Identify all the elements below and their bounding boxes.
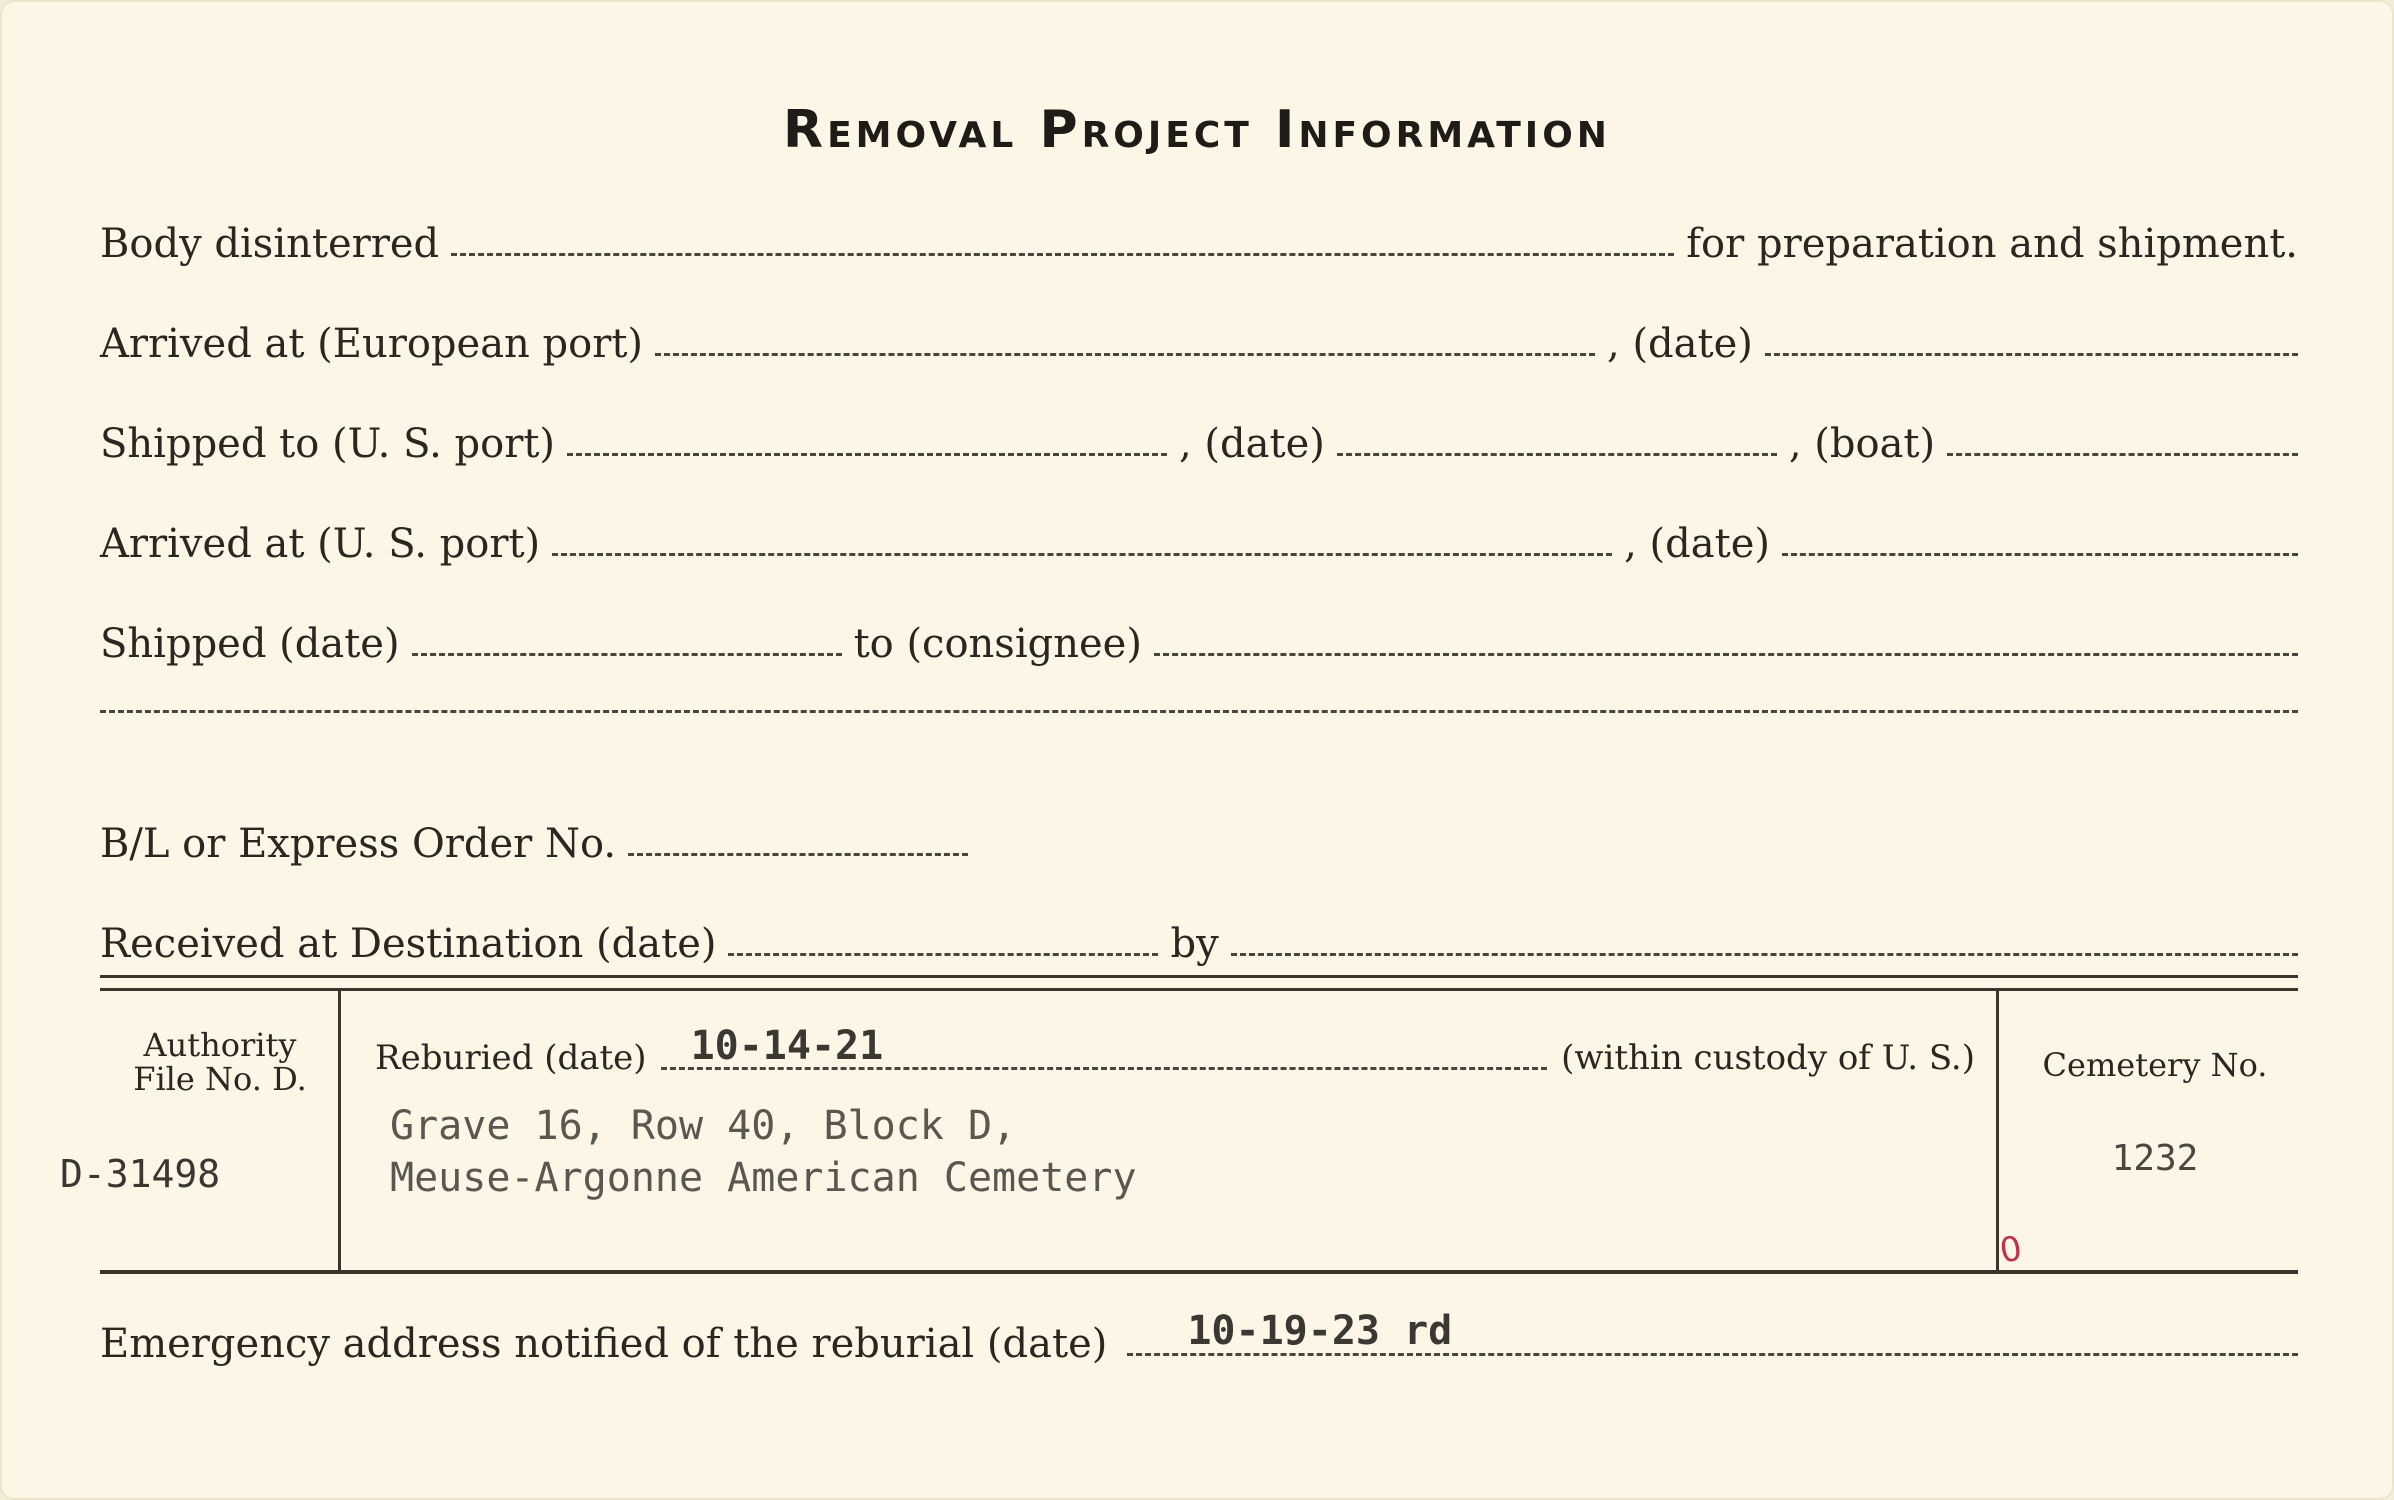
reburied-row — [375, 1023, 1975, 1078]
cemetery-label: Cemetery No. — [2042, 1046, 2268, 1084]
row-arrived-us — [100, 520, 2298, 568]
field-consignee-continued[interactable] — [100, 710, 2298, 713]
card-title: Removal Project Information — [783, 100, 1611, 160]
label-arrived-european: Arrived at (European port) — [100, 321, 644, 367]
label-body-disinterred: Body disinterred — [100, 221, 440, 267]
field-european-port[interactable] — [655, 353, 1595, 356]
label-shipped-date: , (date) — [1179, 421, 1325, 467]
reburial-box — [60, 990, 2298, 1274]
emergency-date-value: 10-19-23 rd — [1187, 1308, 1453, 1354]
label-consignee: to (consignee) — [853, 621, 1142, 667]
row-consignee-continued — [100, 710, 2298, 725]
label-boat: , (boat) — [1788, 421, 1936, 467]
label-preparation-shipment: for preparation and shipment. — [1686, 221, 2298, 267]
label-arrived-us-date: , (date) — [1624, 521, 1770, 567]
field-us-port[interactable] — [567, 453, 1167, 456]
field-disinterred[interactable] — [451, 253, 1674, 256]
label-received: Received at Destination (date) — [100, 921, 717, 967]
reburied-date-value: 10-14-21 — [690, 1023, 884, 1069]
field-arrived-us-port[interactable] — [552, 553, 1612, 556]
grave-line-2: Meuse-Argonne American Cemetery — [390, 1155, 1137, 1201]
divider-left — [338, 990, 341, 1274]
label-reburied: Reburied (date) — [375, 1038, 647, 1078]
row-received — [100, 920, 2298, 968]
row-shipped-consignee — [100, 620, 2298, 668]
field-consignee[interactable] — [1154, 653, 2298, 656]
label-shipped-date-2: Shipped (date) — [100, 621, 400, 667]
field-received-date[interactable] — [728, 953, 1158, 956]
field-shipped-date[interactable] — [1337, 453, 1777, 456]
label-custody: (within custody of U. S.) — [1561, 1038, 1975, 1078]
field-received-by[interactable] — [1231, 953, 2298, 956]
row-shipped-us — [100, 420, 2298, 468]
label-shipped-us: Shipped to (U. S. port) — [100, 421, 555, 467]
row-bl — [100, 820, 2298, 868]
field-emergency-date[interactable] — [1127, 1308, 2298, 1356]
cemetery-number: 1232 — [2111, 1138, 2199, 1179]
red-check-mark: 0 — [1996, 1228, 2025, 1272]
label-emergency: Emergency address notified of the reburial (date) — [100, 1321, 1108, 1367]
authority-label-line1: Authority — [143, 1026, 297, 1064]
grave-line-1: Grave 16, Row 40, Block D, — [390, 1103, 1017, 1149]
label-arrived-us: Arrived at (U. S. port) — [100, 521, 541, 567]
field-arrived-us-date[interactable] — [1782, 553, 2298, 556]
row-emergency — [100, 1308, 2298, 1368]
row-body-disinterred — [100, 220, 2298, 268]
label-bl: B/L or Express Order No. — [100, 821, 617, 867]
authority-label-line2: File No. D. — [133, 1060, 307, 1098]
label-by: by — [1170, 921, 1219, 967]
field-shipped-date-2[interactable] — [412, 653, 842, 656]
label-european-date: , (date) — [1607, 321, 1753, 367]
authority-label — [110, 1028, 330, 1096]
row-arrived-european — [100, 320, 2298, 368]
field-bl[interactable] — [628, 853, 968, 856]
field-reburied-date[interactable] — [661, 1023, 1548, 1070]
field-boat[interactable] — [1947, 453, 2298, 456]
double-rule — [100, 975, 2298, 991]
authority-file-number: D-31498 — [60, 1152, 221, 1196]
grave-location — [390, 1100, 1137, 1204]
field-european-date[interactable] — [1765, 353, 2298, 356]
